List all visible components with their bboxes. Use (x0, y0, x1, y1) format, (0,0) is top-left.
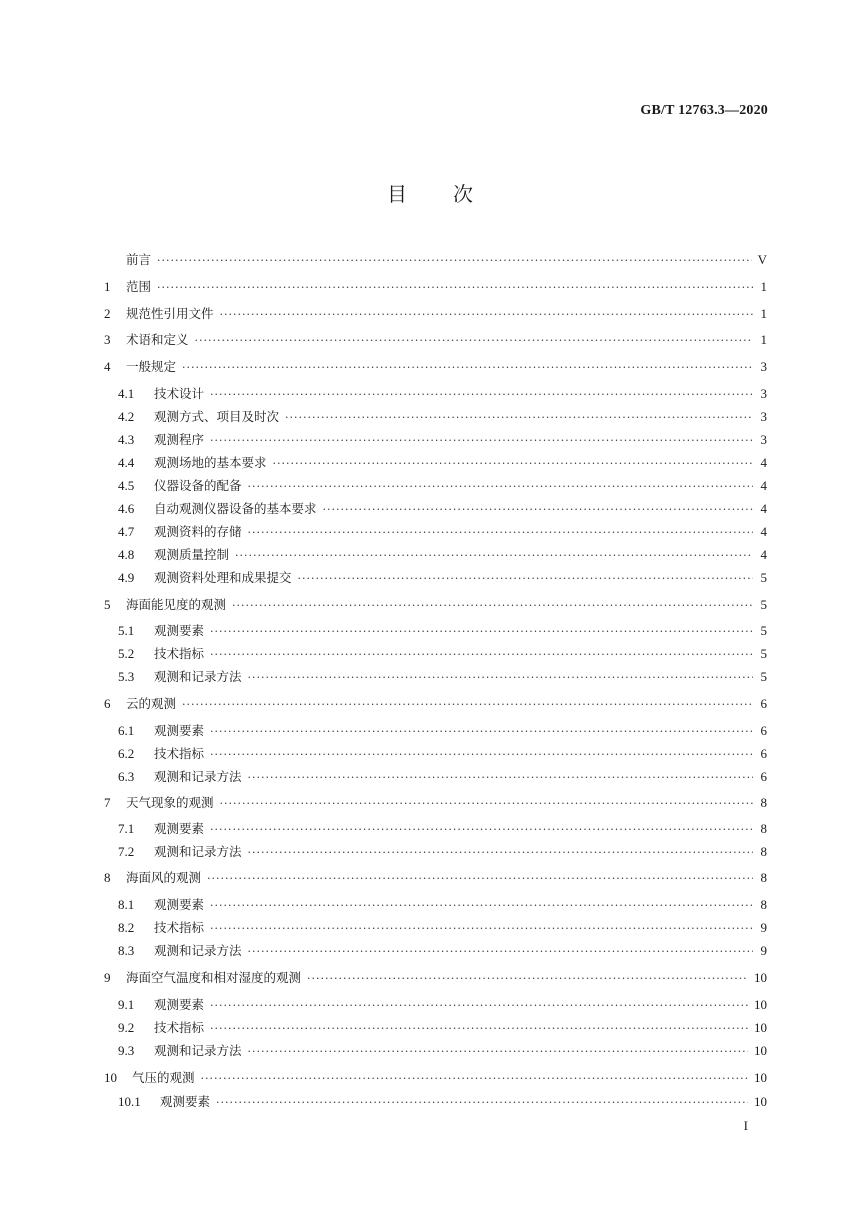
toc-dot-leader (210, 385, 753, 405)
toc-entry[interactable] (104, 330, 767, 350)
toc-entry[interactable] (104, 277, 767, 297)
toc-entry-label: 观测和记录方法 (154, 1043, 242, 1058)
toc-entry[interactable] (104, 968, 767, 988)
toc-entry-label: 范围 (126, 279, 152, 294)
toc-dot-leader (201, 1069, 748, 1089)
toc-entry[interactable] (118, 499, 767, 519)
toc-dot-leader (157, 251, 752, 271)
toc-entry-label: 观测要素 (154, 821, 205, 836)
toc-entry-page: 9 (760, 943, 767, 958)
toc-entry-page: 8 (760, 897, 767, 912)
toc-entry-number: 7.1 (118, 821, 135, 836)
toc-entry-number: 6.3 (118, 769, 135, 784)
toc-entry-number: 10 (104, 1070, 117, 1085)
toc-entry[interactable] (104, 694, 767, 714)
toc-entry-page: 6 (760, 696, 767, 711)
toc-entry-number: 9.3 (118, 1043, 135, 1058)
toc-entry-label: 仪器设备的配备 (154, 478, 242, 493)
toc-entry-page: 5 (760, 646, 767, 661)
toc-dot-leader (248, 477, 753, 497)
toc-entry-label: 术语和定义 (126, 332, 189, 347)
toc-dot-leader (210, 820, 753, 840)
toc-entry-page: 10 (754, 1043, 767, 1058)
toc-entry-page: 1 (760, 279, 767, 294)
toc-entry-number: 6 (104, 696, 111, 711)
toc-entry-number: 9 (104, 970, 111, 985)
toc-entry-label: 规范性引用文件 (126, 306, 214, 321)
toc-entry-number: 7 (104, 795, 111, 810)
toc-entry-label: 观测程序 (154, 432, 205, 447)
toc-entry-number: 5.1 (118, 623, 135, 638)
toc-entry-number: 4.3 (118, 432, 135, 447)
toc-dot-leader (273, 454, 753, 474)
toc-entry-label: 观测质量控制 (154, 547, 230, 562)
toc-entry[interactable] (118, 918, 767, 938)
toc-dot-leader (210, 745, 753, 765)
toc-dot-leader (220, 305, 753, 325)
toc-entry-number: 4 (104, 359, 111, 374)
toc-dot-leader (248, 668, 753, 688)
toc-entry-label: 观测要素 (154, 997, 205, 1012)
toc-entry-label: 观测和记录方法 (154, 844, 242, 859)
toc-entry[interactable] (118, 453, 767, 473)
toc-entry[interactable] (118, 644, 767, 664)
toc-entry-number: 6.1 (118, 723, 135, 738)
footer-page-number: I (743, 1118, 748, 1133)
toc-entry-number: 4.4 (118, 455, 135, 470)
toc-entry-page: 9 (760, 920, 767, 935)
toc-entry-page: 4 (760, 455, 767, 470)
toc-entry[interactable] (118, 568, 767, 588)
toc-entry[interactable] (118, 476, 767, 496)
toc-entry[interactable] (118, 621, 767, 641)
toc-entry-number: 4.7 (118, 524, 135, 539)
toc-entry-number: 7.2 (118, 844, 135, 859)
toc-entry-page: 8 (760, 870, 767, 885)
toc-entry-label: 气压的观测 (132, 1070, 195, 1085)
toc-dot-leader (210, 919, 753, 939)
toc-entry[interactable] (104, 250, 767, 270)
toc-entry-page: 1 (760, 332, 767, 347)
toc-dot-leader (248, 942, 753, 962)
toc-entry-number: 2 (104, 306, 111, 321)
toc-entry-page: 5 (760, 623, 767, 638)
toc-entry[interactable] (118, 895, 767, 915)
toc-entry-label: 前言 (126, 252, 152, 267)
toc-dot-leader (220, 794, 753, 814)
toc-entry-page: 6 (760, 746, 767, 761)
toc-entry-label: 观测方式、项目及时次 (154, 409, 280, 424)
toc-dot-leader (195, 331, 753, 351)
toc-entry-page: 10 (754, 1094, 767, 1109)
toc-entry-label: 观测场地的基本要求 (154, 455, 267, 470)
toc-entry[interactable] (104, 357, 767, 377)
toc-entry-label: 观测资料的存储 (154, 524, 242, 539)
toc-entry-label: 云的观测 (126, 696, 177, 711)
toc-entry-number: 5.3 (118, 669, 135, 684)
toc-dot-leader (235, 546, 753, 566)
toc-dot-leader (248, 523, 753, 543)
toc-dot-leader (307, 969, 748, 989)
toc-dot-leader (157, 278, 753, 298)
toc-entry-label: 观测资料处理和成果提交 (154, 570, 292, 585)
toc-dot-leader (248, 843, 753, 863)
toc-entry-number: 9.2 (118, 1020, 135, 1035)
toc-entry[interactable] (118, 384, 767, 404)
toc-dot-leader (248, 1042, 748, 1062)
toc-entry-page: 3 (760, 359, 767, 374)
toc-entry-label: 海面风的观测 (126, 870, 202, 885)
toc-entry-number: 4.5 (118, 478, 135, 493)
toc-entry[interactable] (118, 1041, 767, 1061)
toc-entry[interactable] (118, 407, 767, 427)
toc-entry-label: 观测要素 (154, 897, 205, 912)
toc-entry-number: 8.1 (118, 897, 135, 912)
toc-entry[interactable] (118, 842, 767, 862)
toc-entry-page: 8 (760, 844, 767, 859)
toc-entry-number: 4.9 (118, 570, 135, 585)
toc-entry[interactable] (104, 868, 767, 888)
toc-entry-number: 9.1 (118, 997, 135, 1012)
toc-entry-page: 3 (760, 386, 767, 401)
toc-dot-leader (182, 358, 753, 378)
toc-entry-page: 10 (754, 1020, 767, 1035)
toc-entry-page: 10 (754, 1070, 767, 1085)
toc-entry-label: 天气现象的观测 (126, 795, 214, 810)
toc-entry-label: 观测和记录方法 (154, 769, 242, 784)
toc-dot-leader (323, 500, 753, 520)
toc-entry-page: 8 (760, 821, 767, 836)
toc-dot-leader (210, 645, 753, 665)
toc-entry[interactable] (118, 430, 767, 450)
toc-entry-page: 3 (760, 409, 767, 424)
toc-entry[interactable] (104, 793, 767, 813)
toc-entry-page: 10 (754, 970, 767, 985)
toc-dot-leader (298, 569, 753, 589)
toc-entry-label: 观测要素 (154, 623, 205, 638)
toc-entry-label: 海面能见度的观测 (126, 597, 227, 612)
toc-dot-leader (216, 1093, 748, 1113)
toc-entry[interactable] (118, 721, 767, 741)
toc-entry-page: 4 (760, 524, 767, 539)
toc-dot-leader (232, 596, 753, 616)
toc-entry-label: 海面空气温度和相对湿度的观测 (126, 970, 302, 985)
toc-entry-label: 技术指标 (154, 746, 205, 761)
toc-entry-page: 4 (760, 501, 767, 516)
toc-entry-label: 技术指标 (154, 646, 205, 661)
toc-entry[interactable] (118, 819, 767, 839)
toc-dot-leader (182, 695, 753, 715)
toc-entry[interactable] (118, 667, 767, 687)
toc-entry-page: 8 (760, 795, 767, 810)
toc-entry-label: 观测要素 (160, 1094, 211, 1109)
toc-entry[interactable] (118, 941, 767, 961)
toc-dot-leader (210, 896, 753, 916)
toc-entry-number: 8 (104, 870, 111, 885)
toc-dot-leader (210, 996, 748, 1016)
toc-entry[interactable] (104, 304, 767, 324)
toc-entry-page: 5 (760, 669, 767, 684)
toc-entry-number: 4.1 (118, 386, 135, 401)
toc-entry-page: 3 (760, 432, 767, 447)
toc-entry-label: 观测和记录方法 (154, 943, 242, 958)
toc-entry-label: 自动观测仪器设备的基本要求 (154, 501, 317, 516)
toc-dot-leader (210, 431, 753, 451)
toc-entry-label: 一般规定 (126, 359, 177, 374)
toc-entry[interactable] (118, 995, 767, 1015)
toc-entry-label: 观测要素 (154, 723, 205, 738)
toc-entry-page: 4 (760, 547, 767, 562)
toc-entry-label: 技术指标 (154, 920, 205, 935)
toc-entry-label: 观测和记录方法 (154, 669, 242, 684)
toc-entry-page: 1 (760, 306, 767, 321)
toc-dot-leader (210, 722, 753, 742)
toc-dot-leader (248, 768, 753, 788)
toc-entry[interactable] (118, 1092, 767, 1112)
toc-entry-number: 8.2 (118, 920, 135, 935)
toc-entry-number: 1 (104, 279, 111, 294)
toc-entry-page: 4 (760, 478, 767, 493)
toc-entry-page: V (757, 252, 767, 267)
toc-dot-leader (210, 622, 753, 642)
toc-entry-number: 10.1 (118, 1094, 141, 1109)
toc-entry-number: 5.2 (118, 646, 135, 661)
toc-entry-number: 4.6 (118, 501, 135, 516)
toc-entry-page: 6 (760, 769, 767, 784)
toc-entry[interactable] (104, 595, 767, 615)
toc-entry[interactable] (104, 1068, 767, 1088)
toc-dot-leader (210, 1019, 748, 1039)
standard-code: GB/T 12763.3—2020 (640, 103, 768, 118)
toc-entry[interactable] (118, 767, 767, 787)
toc-entry-number: 6.2 (118, 746, 135, 761)
toc-entry-label: 技术设计 (154, 386, 205, 401)
toc-entry-number: 4.2 (118, 409, 135, 424)
page-title: 目次 (387, 182, 519, 206)
toc-dot-leader (285, 408, 753, 428)
toc-entry[interactable] (118, 522, 767, 542)
toc-entry-label: 技术指标 (154, 1020, 205, 1035)
toc-entry[interactable] (118, 545, 767, 565)
toc-entry-page: 6 (760, 723, 767, 738)
toc-entry[interactable] (118, 1018, 767, 1038)
toc-entry-page: 10 (754, 997, 767, 1012)
toc-entry-page: 5 (760, 597, 767, 612)
toc-entry-page: 5 (760, 570, 767, 585)
toc-entry-number: 8.3 (118, 943, 135, 958)
toc-entry-number: 3 (104, 332, 111, 347)
toc-entry-number: 5 (104, 597, 111, 612)
toc-entry[interactable] (118, 744, 767, 764)
toc-dot-leader (207, 869, 753, 889)
toc-entry-number: 4.8 (118, 547, 135, 562)
